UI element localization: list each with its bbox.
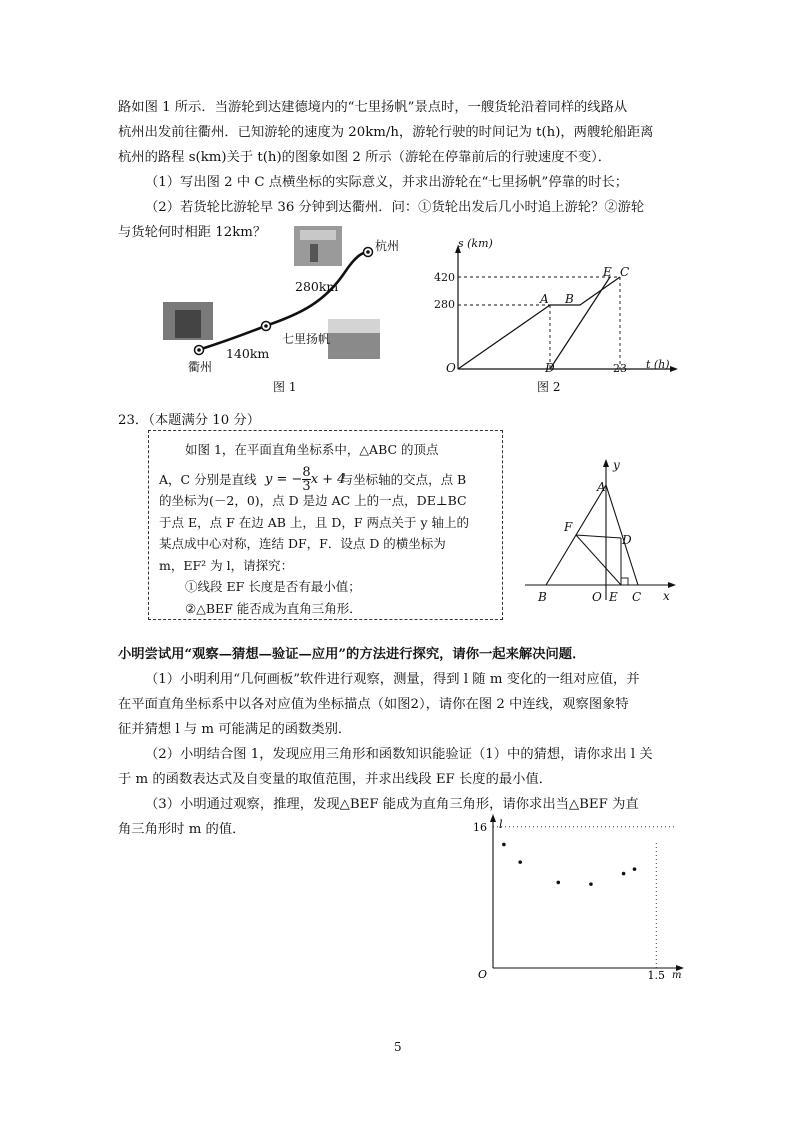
l-axis-label: l bbox=[499, 818, 503, 831]
box-line6: m，EF² 为 l，请探究： bbox=[159, 557, 294, 573]
tri-a-label: A bbox=[597, 480, 606, 494]
st-graph bbox=[440, 245, 680, 375]
box-line2b: 与坐标轴的交点，点 B bbox=[340, 471, 467, 487]
y-tick-16: 16 bbox=[473, 820, 487, 834]
scatter-point-2 bbox=[518, 860, 522, 864]
x-tick-1.5: 1.5 bbox=[647, 969, 665, 980]
figure2-caption: 图 2 bbox=[537, 380, 561, 394]
scatter-point-3 bbox=[556, 881, 560, 885]
tri-d-label: D bbox=[622, 533, 632, 547]
point-d-label: D bbox=[545, 361, 555, 375]
qili-label: 七里扬帆 bbox=[282, 332, 331, 346]
p22-line1: 路如图 1 所示．当游轮到达建德境内的“七里扬帆”景点时，一艘货轮沿着同样的线路从 bbox=[118, 100, 628, 115]
triangle-figure bbox=[520, 455, 680, 605]
point-c-label: C bbox=[620, 265, 630, 279]
box-line1: 如图 1，在平面直角坐标系中，△ABC 的顶点 bbox=[185, 442, 439, 457]
p23-s2b: 于 m 的函数表达式及自变量的取值范围，并求出线段 EF 长度的最小值． bbox=[118, 772, 553, 787]
box-item2: ②△BEF 能否成为直角三角形． bbox=[185, 600, 362, 616]
p22-q1: （1）写出图 2 中 C 点横坐标的实际意义，并求出游轮在“七里扬帆”停靠的时长； bbox=[145, 175, 629, 190]
p22-q2b: 与货轮何时相距 12km？ bbox=[118, 225, 267, 240]
p22-line3: 杭州的路程 s(km)关于 t(h)的图象如图 2 所示（游轮在停靠前后的行驶速度不变）． bbox=[118, 150, 612, 165]
distance-280-label: 280km bbox=[295, 279, 339, 294]
p23-s1c: 征并猜想 l 与 m 可能满足的函数类别． bbox=[118, 722, 352, 737]
x23-label: 23 bbox=[613, 362, 627, 375]
tri-b-label: B bbox=[538, 590, 547, 604]
p23-s2a: （2）小明结合图 1，发现应用三角形和函数知识能验证（1）中的猜想，请你求出 l 关 bbox=[145, 747, 653, 762]
tri-f-label: F bbox=[564, 520, 573, 534]
point-b-label: B bbox=[565, 292, 574, 306]
box-line2a: A，C 分别是直线 bbox=[159, 471, 257, 487]
figure1-caption: 图 1 bbox=[273, 380, 297, 394]
quzhou-label: 衢州 bbox=[188, 360, 213, 374]
scatter-point-5 bbox=[622, 872, 626, 876]
equation-rhs: x + 4 bbox=[310, 472, 346, 487]
tri-e-label: E bbox=[609, 590, 618, 604]
equation-numerator: 8 bbox=[302, 465, 311, 480]
equation-denominator: 3 bbox=[302, 479, 311, 494]
box-line5: 某点成中心对称，连结 DF，F．设点 D 的横坐标为 bbox=[159, 536, 446, 551]
segment-ef bbox=[576, 535, 621, 585]
p22-q2a: （2）若货轮比游轮早 36 分钟到达衢州．问：①货轮出发后几小时追上游轮？②游轮 bbox=[145, 200, 645, 215]
scatter-point-6 bbox=[633, 867, 637, 871]
p23-s3b: 角三角形时 m 的值． bbox=[118, 822, 246, 837]
p23-s3a: （3）小明通过观察，推理，发现△BEF 能成为直角三角形，请你求出当△BEF 为直 bbox=[145, 797, 639, 812]
p23-intro: 小明尝试用“观察—猜想—验证—应用”的方法进行探究，请你一起来解决问题． bbox=[118, 647, 586, 662]
page-number: 5 bbox=[394, 1040, 402, 1054]
p23-header: 23．（本题满分 10 分） bbox=[118, 413, 261, 428]
box-line3: 的坐标为(－2，0)，点 D 是边 AC 上的一点，DE⊥BC bbox=[159, 493, 467, 508]
point-a-label: A bbox=[540, 292, 549, 306]
distance-140-label: 140km bbox=[226, 346, 270, 361]
scatter-origin-label: O bbox=[478, 968, 488, 980]
point-e-label: E bbox=[603, 265, 612, 279]
t-axis-label: t (h) bbox=[646, 358, 670, 371]
origin-label: O bbox=[446, 361, 456, 375]
problem-statement-box bbox=[148, 430, 503, 620]
p23-s1a: （1）小明利用“几何画板”软件进行观察，测量，得到 l 随 m 变化的一组对应值，并 bbox=[145, 672, 640, 687]
tri-c-label: C bbox=[632, 590, 642, 604]
tri-x-label: x bbox=[663, 589, 670, 603]
tri-y-label: y bbox=[613, 458, 620, 472]
segment-df bbox=[576, 535, 621, 538]
scatter-point-1 bbox=[502, 843, 506, 847]
scatter-points bbox=[502, 843, 636, 886]
box-line4: 于点 E，点 F 在边 AB 上，且 D，F 两点关于 y 轴上的 bbox=[159, 514, 470, 530]
hangzhou-label: 杭州 bbox=[375, 239, 400, 253]
cruise-ship-line bbox=[458, 277, 620, 369]
y420-label: 420 bbox=[434, 271, 455, 284]
p22-line2: 杭州出发前往衢州．已知游轮的速度为 20km/h，游轮行驶的时间记为 t(h)，两艘轮船距离 bbox=[118, 125, 654, 140]
scatter-point-4 bbox=[589, 882, 593, 886]
y280-label: 280 bbox=[434, 298, 455, 311]
lm-scatter-chart bbox=[468, 810, 688, 980]
line-equation bbox=[265, 466, 345, 493]
equation-lhs: y = − bbox=[265, 472, 303, 487]
p23-s1b: 在平面直角坐标系中以各对应值为坐标描点（如图2），请你在图 2 中连线，观察图象特 bbox=[118, 697, 629, 712]
box-item1: ①线段 EF 长度是否有最小值； bbox=[185, 579, 361, 594]
tri-o-label: O bbox=[592, 590, 602, 604]
cargo-ship-line bbox=[550, 277, 610, 369]
m-axis-label: m bbox=[672, 970, 682, 980]
s-axis-label: s (km) bbox=[458, 237, 493, 250]
